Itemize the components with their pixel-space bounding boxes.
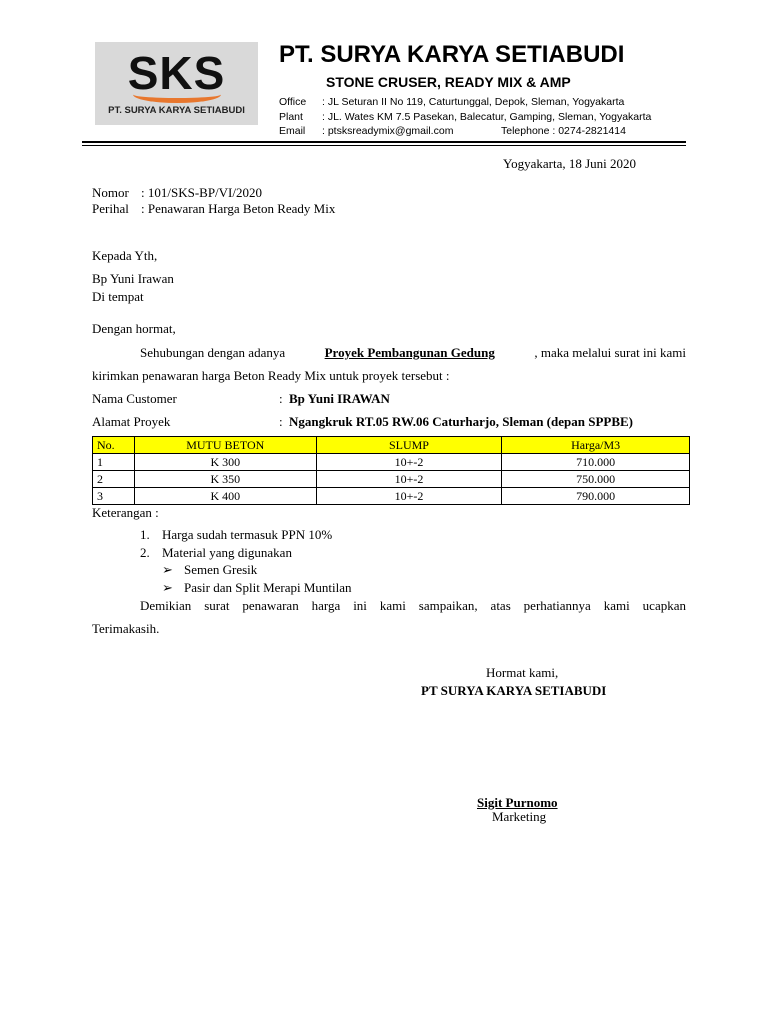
customer-colon: :	[279, 391, 283, 406]
company-subtitle: STONE CRUSER, READY MIX & AMP	[326, 74, 571, 90]
row-mutu: K 400	[134, 488, 316, 505]
nomor-label: Nomor	[92, 185, 129, 200]
row-mutu: K 300	[134, 454, 316, 471]
row-harga: 790.000	[502, 488, 690, 505]
perihal-value: : Penawaran Harga Beton Ready Mix	[141, 201, 336, 216]
telephone: Telephone : 0274-2821414	[501, 125, 626, 137]
row-slump: 10+-2	[316, 454, 502, 471]
regards: Hormat kami,	[486, 665, 559, 680]
email-label: Email	[279, 125, 306, 137]
note-item-2: Material yang digunakan	[162, 545, 292, 560]
row-no: 3	[93, 488, 135, 505]
row-harga: 710.000	[502, 454, 690, 471]
header-harga: Harga/M3	[502, 437, 690, 454]
office-label: Office	[279, 96, 307, 108]
addressee-location: Di tempat	[92, 289, 144, 304]
perihal-label: Perihal	[92, 201, 129, 216]
addressee-line1: Kepada Yth,	[92, 248, 158, 263]
intro-paragraph-line1	[140, 345, 686, 361]
addressee-name: Bp Yuni Irawan	[92, 271, 174, 286]
row-slump: 10+-2	[316, 471, 502, 488]
material-item-1: Semen Gresik	[184, 562, 258, 577]
price-table	[92, 436, 690, 505]
email-address: : ptsksreadymix@gmail.com	[322, 125, 454, 137]
intro-paragraph-line2: kirimkan penawaran harga Beton Ready Mix untuk proyek tersebut :	[92, 368, 450, 383]
closing-line1: Demikian surat penawaran harga ini kami sampaikan, atas perhatiannya kami ucapkan	[140, 598, 686, 613]
greeting: Dengan hormat,	[92, 321, 176, 336]
place-date: Yogyakarta, 18 Juni 2020	[503, 156, 637, 171]
nomor-value: : 101/SKS-BP/VI/2020	[141, 185, 262, 200]
table-row	[93, 454, 690, 471]
address-label: Alamat Proyek	[92, 414, 171, 429]
row-slump: 10+-2	[316, 488, 502, 505]
closing-line2: Terimakasih.	[92, 621, 160, 636]
logo-text: SKS	[127, 47, 226, 99]
arrow-bullet-icon: ➢	[162, 580, 173, 595]
header-divider	[82, 141, 686, 143]
table-row	[93, 471, 690, 488]
header-mutu-beton: MUTU BETON	[134, 437, 316, 454]
notes-label: Keterangan :	[92, 505, 159, 520]
table-row	[93, 488, 690, 505]
row-mutu: K 350	[134, 471, 316, 488]
intro-suffix: , maka melalui surat ini kami	[534, 345, 686, 360]
plant-label: Plant	[279, 111, 303, 123]
signature-company: PT SURYA KARYA SETIABUDI	[421, 683, 607, 698]
customer-label: Nama Customer	[92, 391, 177, 406]
signatory-title: Marketing	[492, 809, 547, 824]
header-divider-thin	[82, 145, 686, 146]
intro-prefix: Sehubungan dengan adanya	[140, 345, 286, 360]
company-name: PT. SURYA KARYA SETIABUDI	[279, 41, 625, 68]
table-header-row	[93, 437, 690, 454]
arrow-bullet-icon: ➢	[162, 562, 173, 577]
signatory-name: Sigit Purnomo	[477, 795, 558, 810]
project-name: Proyek Pembangunan Gedung	[324, 345, 495, 360]
company-logo	[95, 42, 258, 125]
customer-value: Bp Yuni IRAWAN	[289, 391, 390, 406]
row-harga: 750.000	[502, 471, 690, 488]
header-no: No.	[93, 437, 135, 454]
row-no: 1	[93, 454, 135, 471]
material-item-2: Pasir dan Split Merapi Muntilan	[184, 580, 352, 595]
plant-address: : JL. Wates KM 7.5 Pasekan, Balecatur, Gamping, Sleman, Yogyakarta	[322, 111, 652, 123]
row-no: 2	[93, 471, 135, 488]
note-number-2: 2.	[140, 545, 150, 560]
note-number-1: 1.	[140, 527, 150, 542]
address-colon: :	[279, 414, 283, 429]
office-address: : JL Seturan II No 119, Caturtunggal, Depok, Sleman, Yogyakarta	[322, 96, 625, 108]
header-slump: SLUMP	[316, 437, 502, 454]
note-item-1: Harga sudah termasuk PPN 10%	[162, 527, 333, 542]
logo-swoosh-icon	[133, 86, 221, 103]
logo-company-name: PT. SURYA KARYA SETIABUDI	[108, 105, 245, 116]
address-value: Ngangkruk RT.05 RW.06 Caturharjo, Sleman (depan SPPBE)	[289, 414, 633, 429]
